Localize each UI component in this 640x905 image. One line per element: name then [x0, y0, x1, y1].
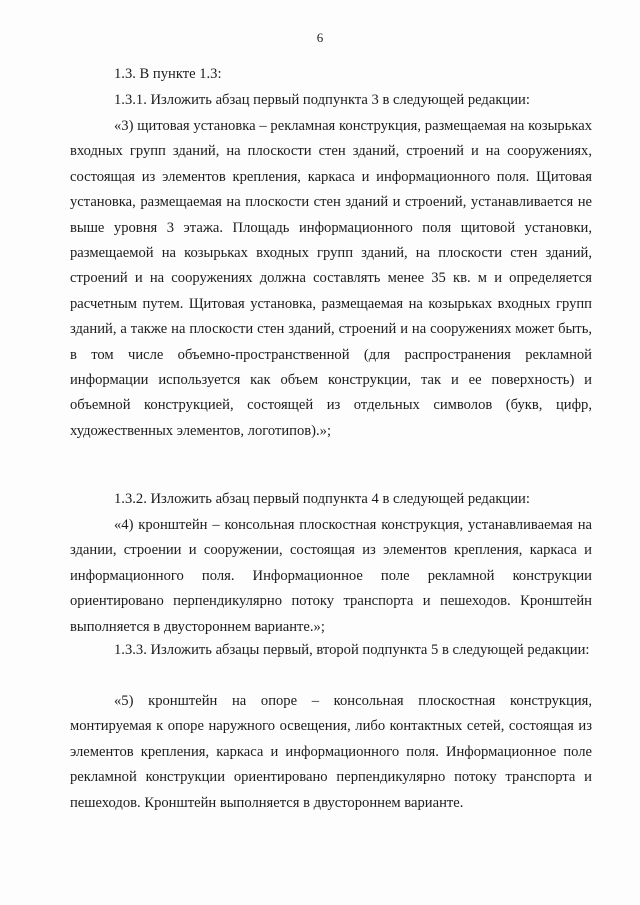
- paragraph-quote: «4) кронштейн – консольная плоскостная конструкция, устанавливаемая на здании, строении и сооружении, состоящая из элементов крепления, каркаса и информационного поля. Информационное поле рекламной конструкции ориентировано перпендикулярно потоку транспорта и пешеходов. Кронштейн выполняется в двустороннем варианте.»;: [70, 517, 592, 635]
- paragraph-item-1-3-3: [70, 638, 592, 663]
- page-number: 6: [316, 30, 324, 45]
- paragraph-subclause-5: [70, 689, 592, 816]
- paragraph-instruction: 1.3.2. Изложить абзац первый подпункта 4 в следующей редакции:: [114, 491, 530, 507]
- paragraph-item-1-3: [70, 62, 592, 87]
- paragraph-item-1-3-2: [70, 487, 592, 512]
- paragraph-quote: «5) кронштейн на опоре – консольная плоскостная конструкция, монтируемая к опоре наружного освещения, либо контактных сетей, состоящая из элементов крепления, каркаса и информационного поля. Информационное поле рекламной конструкции ориентировано перпендикулярно потоку транспорта и пешеходов. Кронштейн выполняется в двустороннем варианте.: [70, 693, 592, 811]
- paragraph-instruction: 1.3.1. Изложить абзац первый подпункта 3 в следующей редакции:: [114, 92, 530, 108]
- paragraph-item-1-3-1: [70, 88, 592, 113]
- paragraph-subclause-4: [70, 513, 592, 640]
- paragraph-quote: «3) щитовая установка – рекламная конструкция, размещаемая на козырьках входных групп зданий, на плоскости стен зданий, строений и на сооружениях, состоящая из элементов крепления, каркаса и информационного поля. Щитовая установка, размещаемая на плоскости стен зданий и строений, устанавливается не выше уровня 3 этажа. Площадь информационного поля щитовой установки, размещаемой на козырьках входных групп зданий, на плоскости стен зданий, строений и на сооружениях должна составлять менее 35 кв. м и определяется расчетным путем. Щитовая установка, размещаемая на козырьках входных групп зданий, а также на плоскости стен зданий, строений и на сооружениях может быть, в том числе объемно-пространственной (для распространения рекламной информации используется как объем конструкции, так и ее поверхность) и объемной конструкцией, состоящей из отдельных символов (букв, цифр, художественных элементов, логотипов).»;: [70, 118, 592, 439]
- paragraph-instruction: 1.3.3. Изложить абзацы первый, второй подпункта 5 в следующей редакции:: [114, 642, 590, 658]
- paragraph-subclause-3: [70, 114, 592, 444]
- paragraph-heading: 1.3. В пункте 1.3:: [114, 66, 222, 82]
